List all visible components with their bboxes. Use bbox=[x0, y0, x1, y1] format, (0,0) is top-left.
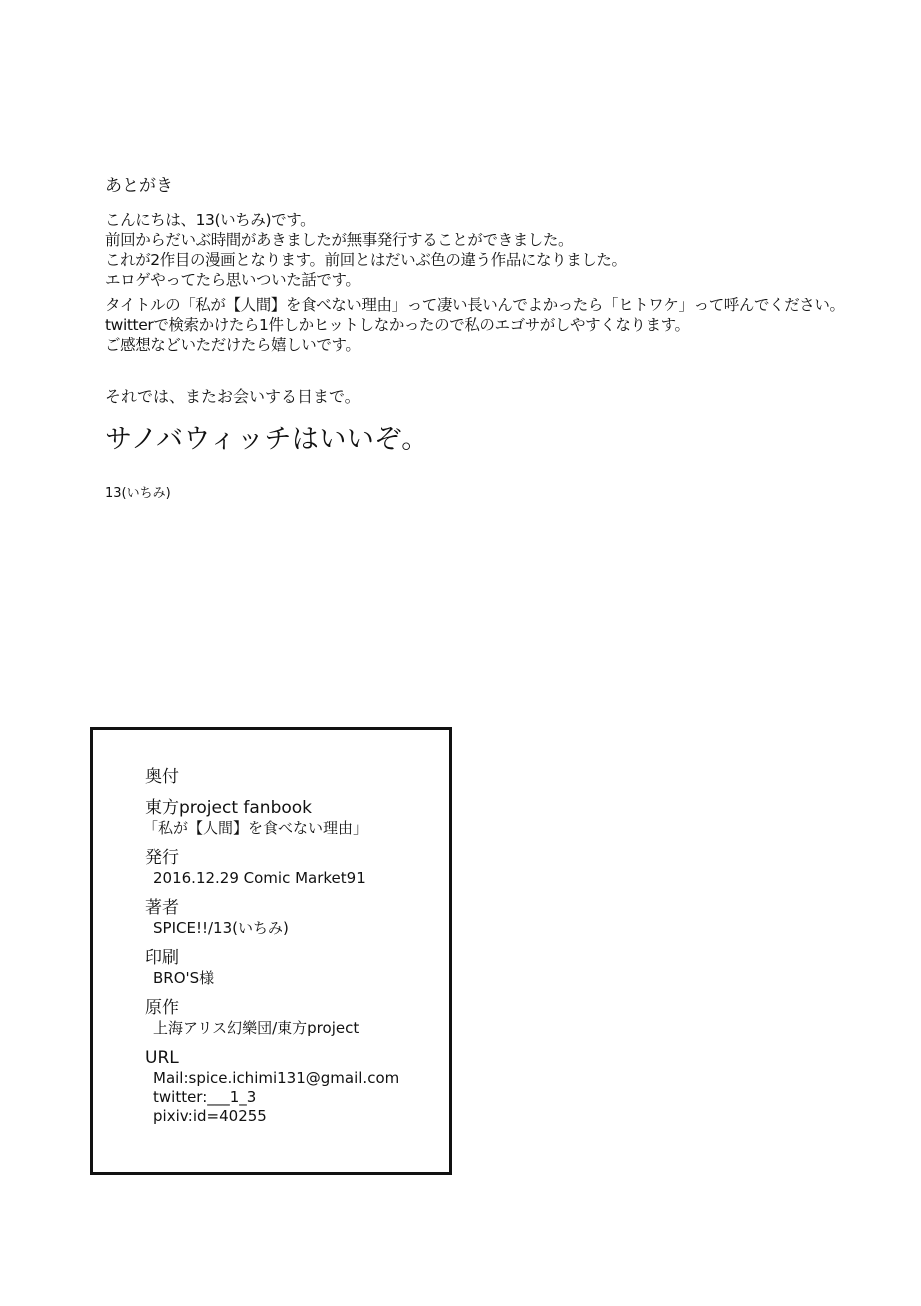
afterword-line: これが2作目の漫画となります。前回とはだいぶ色の違う作品になりました。 bbox=[105, 251, 627, 269]
colophon-book bbox=[145, 798, 445, 838]
issue-label: 発行 bbox=[145, 848, 179, 868]
printer-label: 印刷 bbox=[145, 948, 179, 968]
afterword-line: タイトルの「私が【人間】を食べない理由」って凄い長いんでよかったら「ヒトワケ」って呼んでください。 bbox=[105, 296, 845, 314]
url-label: URL bbox=[145, 1048, 179, 1068]
printer-value: BRO'S様 bbox=[153, 969, 215, 987]
colophon-url bbox=[145, 1048, 445, 1126]
afterword-signature: 13(いちみ) bbox=[105, 486, 171, 501]
book-title: 「私が【人間】を食べない理由」 bbox=[143, 819, 369, 837]
book-series: 東方project fanbook bbox=[145, 798, 313, 818]
colophon-original bbox=[145, 998, 445, 1038]
author-label: 著者 bbox=[145, 898, 179, 918]
afterword-paragraph-2 bbox=[105, 295, 845, 355]
afterword-slogan: サノバウィッチはいいぞ。 bbox=[105, 424, 429, 455]
original-label: 原作 bbox=[145, 998, 179, 1018]
original-value: 上海アリス幻樂団/東方project bbox=[153, 1019, 360, 1037]
colophon-box bbox=[90, 727, 452, 1175]
afterword-line: 前回からだいぶ時間があきましたが無事発行することができました。 bbox=[105, 231, 574, 249]
url-mail: Mail:spice.ichimi131@gmail.com bbox=[153, 1069, 400, 1087]
colophon-issue bbox=[145, 848, 445, 888]
afterword-line: エロゲやってたら思いついた話です。 bbox=[105, 271, 361, 289]
afterword-line: twitterで検索かけたら1件しかヒットしなかったので私のエゴサがしやすくなります。 bbox=[105, 316, 690, 334]
afterword-heading: あとがき bbox=[105, 176, 173, 196]
colophon-content bbox=[145, 766, 445, 1136]
author-value: SPICE!!/13(いちみ) bbox=[153, 919, 289, 937]
url-pixiv: pixiv:id=40255 bbox=[153, 1107, 267, 1125]
colophon-printer bbox=[145, 948, 445, 988]
url-twitter: twitter:___1_3 bbox=[153, 1088, 257, 1106]
afterword-paragraph-1 bbox=[105, 210, 627, 290]
afterword-line: ご感想などいただけたら嬉しいです。 bbox=[105, 336, 361, 354]
afterword-line: こんにちは、13(いちみ)です。 bbox=[105, 211, 316, 229]
afterword-closing: それでは、またお会いする日まで。 bbox=[105, 387, 361, 406]
colophon-author bbox=[145, 898, 445, 938]
colophon-title: 奥付 bbox=[145, 767, 179, 787]
issue-value: 2016.12.29 Comic Market91 bbox=[153, 869, 366, 887]
